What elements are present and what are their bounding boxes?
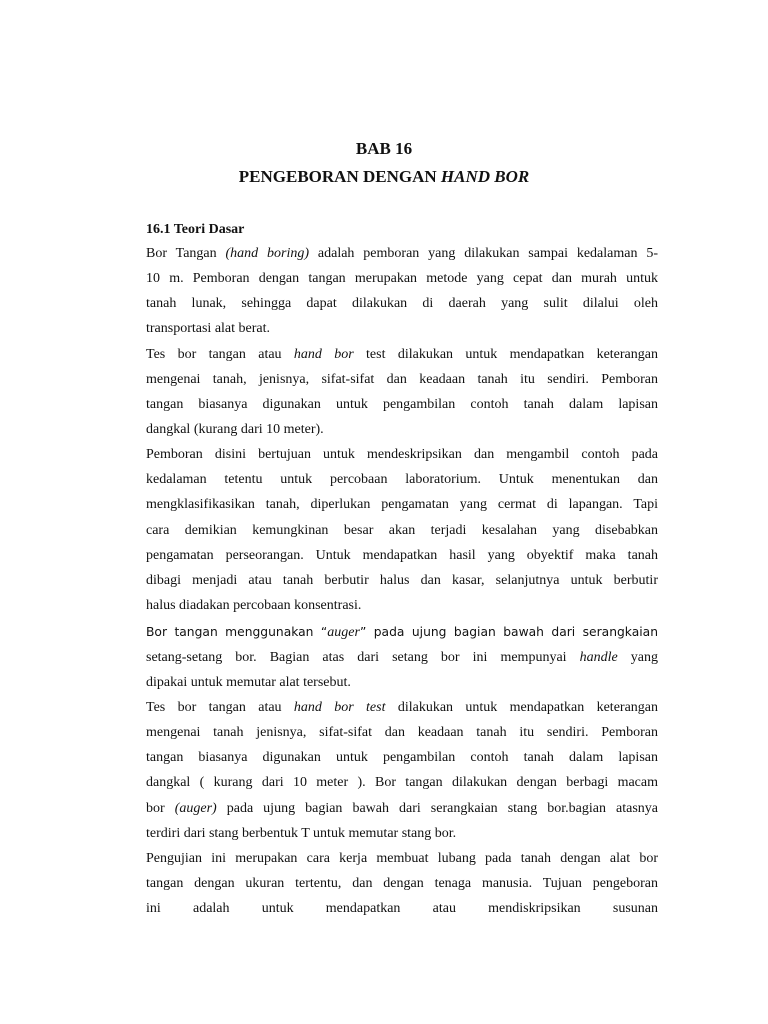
body-line bbox=[146, 900, 658, 918]
body-line bbox=[146, 471, 658, 489]
line-text: Tes bor tangan atau bbox=[146, 347, 294, 362]
line-text: setang-setang bor. Bagian atas dari setang bor ini mempunyai bbox=[146, 650, 580, 665]
body-line bbox=[146, 346, 658, 364]
line-text: ini adalah untuk mendapatkan atau mendiskripsikan susunan bbox=[146, 901, 658, 916]
body-line bbox=[146, 522, 658, 540]
line-text: adalah pemboran yang dilakukan sampai kedalaman 5- bbox=[309, 246, 658, 261]
body-line bbox=[146, 649, 658, 667]
line-italic: handle bbox=[579, 650, 618, 665]
section-heading: 16.1 Teori Dasar bbox=[146, 222, 245, 237]
line-text: terdiri dari stang berbentuk T untuk memutar stang bor. bbox=[146, 826, 457, 841]
line-text: cara demikian kemungkinan besar akan terjadi kesalahan yang disebabkan bbox=[146, 523, 658, 538]
line-text: Pengujian ini merupakan cara kerja membuat lubang pada tanah dengan alat bor bbox=[146, 851, 658, 866]
body-line bbox=[146, 825, 658, 843]
body-line bbox=[146, 850, 658, 868]
line-italic: hand bor test bbox=[293, 700, 386, 715]
line-text: halus diadakan percobaan konsentrasi. bbox=[146, 598, 362, 613]
line-text: dangkal (kurang dari 10 meter). bbox=[146, 422, 324, 437]
line-text: dipakai untuk memutar alat tersebut. bbox=[146, 675, 351, 690]
line-text: Pemboran disini bertujuan untuk mendeskripsikan dan mengambil contoh pada bbox=[146, 447, 658, 462]
line-text: dilakukan untuk mendapatkan keterangan bbox=[385, 700, 658, 715]
body-line bbox=[146, 699, 658, 717]
line-text: kedalaman tetentu untuk percobaan laboratorium. Untuk menentukan dan bbox=[146, 472, 658, 487]
body-line bbox=[146, 245, 658, 263]
line-text: tanah lunak, sehingga dapat dilakukan di daerah yang sulit dilalui oleh bbox=[146, 296, 658, 311]
chapter-title-plain: PENGEBORAN DENGAN bbox=[238, 167, 441, 186]
line-italic: auger bbox=[327, 625, 360, 640]
body-line bbox=[146, 749, 658, 767]
body-line bbox=[146, 597, 658, 615]
body-line bbox=[146, 396, 658, 414]
line-text: tangan biasanya digunakan untuk pengambilan contoh tanah dalam lapisan bbox=[146, 750, 658, 765]
line-italic: (auger) bbox=[174, 801, 217, 816]
body-line bbox=[146, 623, 658, 642]
body-line bbox=[146, 800, 658, 818]
line-text: transportasi alat berat. bbox=[146, 321, 271, 336]
line-text: tangan biasanya digunakan untuk pengambilan contoh tanah dalam lapisan bbox=[146, 397, 658, 412]
line-text: pada ujung bagian bawah dari serangkaian stang bor.bagian atasnya bbox=[216, 801, 658, 816]
body-line bbox=[146, 674, 658, 692]
line-text: Tes bor tangan atau bbox=[146, 700, 294, 715]
chapter-heading: BAB 16 bbox=[355, 139, 413, 158]
line-text: dibagi menjadi atau tanah berbutir halus dan kasar, selanjutnya untuk berbutir bbox=[146, 573, 658, 588]
line-text: test dilakukan untuk mendapatkan keterangan bbox=[353, 347, 658, 362]
body-line bbox=[146, 547, 658, 565]
body-line bbox=[146, 496, 658, 514]
chapter-title-italic: HAND BOR bbox=[440, 167, 530, 186]
line-text: mengklasifikasikan tanah, diperlukan pengamatan yang cermat di lapangan. Tapi bbox=[146, 497, 658, 512]
line-text: mengenai tanah, jenisnya, sifat-sifat dan keadaan tanah itu sendiri. Pemboran bbox=[146, 372, 658, 387]
line-text: Bor Tangan bbox=[146, 246, 226, 261]
line-text: yang bbox=[617, 650, 658, 665]
body-line bbox=[146, 572, 658, 590]
body-line bbox=[146, 875, 658, 893]
line-text: ” pada ujung bagian bawah dari serangkaian bbox=[359, 625, 658, 639]
line-text: dangkal ( kurang dari 10 meter ). Bor tangan dilakukan dengan berbagi macam bbox=[146, 775, 658, 790]
line-italic: hand bor bbox=[293, 347, 354, 362]
body-line bbox=[146, 371, 658, 389]
body-line bbox=[146, 446, 658, 464]
line-text: pengamatan perseorangan. Untuk mendapatkan hasil yang obyektif maka tanah bbox=[146, 548, 658, 563]
line-text: mengenai tanah jenisnya, sifat-sifat dan keadaan tanah itu sendiri. Pemboran bbox=[146, 725, 658, 740]
line-text: bor bbox=[146, 801, 175, 816]
line-text: Bor tangan menggunakan “ bbox=[146, 625, 328, 639]
body-line bbox=[146, 320, 658, 338]
line-text: tangan dengan ukuran tertentu, dan dengan tenaga manusia. Tujuan pengeboran bbox=[146, 876, 658, 891]
body-line bbox=[146, 774, 658, 792]
chapter-title bbox=[0, 167, 768, 187]
body-line bbox=[146, 295, 658, 313]
body-line bbox=[146, 270, 658, 288]
line-italic: (hand boring) bbox=[225, 246, 310, 261]
body-line bbox=[146, 724, 658, 742]
line-text: 10 m. Pemboran dengan tangan merupakan metode yang cepat dan murah untuk bbox=[146, 271, 658, 286]
body-line bbox=[146, 421, 658, 439]
